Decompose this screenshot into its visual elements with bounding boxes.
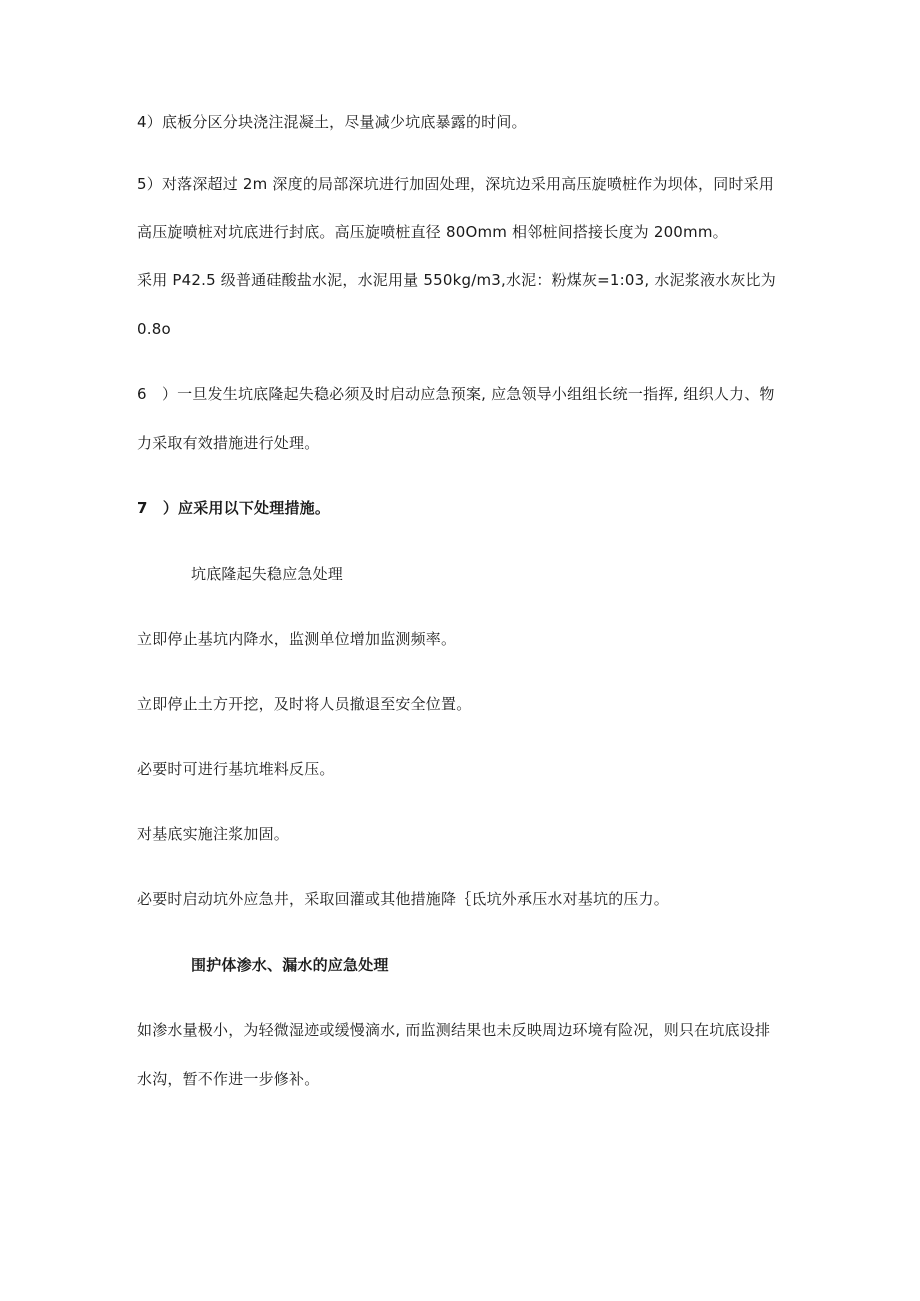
- cement-spec-line-1: 采用 P42.5 级普通硅酸盐水泥，水泥用量 550kg∕m3,水泥：粉煤灰=1:03, 水泥浆液水灰比为: [137, 271, 776, 289]
- section-heading-uplift: 坑底隆起失稳应急处理: [191, 565, 344, 583]
- paragraph-5-line-1: 5）对落深超过 2m 深度的局部深坑进行加固处理，深坑边采用高压旋喷桩作为坝体，同时采用: [137, 175, 775, 193]
- measure-item-2: 立即停止土方开挖，及时将人员撤退至安全位置。: [137, 695, 472, 713]
- paragraph-6-line-2: 力采取有效措施进行处理。: [137, 434, 320, 452]
- cement-spec-line-2: 0.8o: [137, 320, 171, 338]
- measure-item-1: 立即停止基坑内降水，监测单位增加监测频率。: [137, 630, 457, 648]
- seepage-paragraph-line-1: 如渗水量极小，为轻微湿迹或缓慢滴水, 而监测结果也未反映周边环境有险况，则只在坑底设排: [137, 1021, 771, 1039]
- measure-item-4: 对基底实施注浆加固。: [137, 825, 290, 843]
- seepage-paragraph-line-2: 水沟，暂不作进一步修补。: [137, 1070, 320, 1088]
- section-heading-seepage: 围护体渗水、漏水的应急处理: [191, 956, 389, 974]
- paragraph-5-line-2: 高压旋喷桩对坑底进行封底。高压旋喷桩直径 80Omm 相邻桩间搭接长度为 200mm。: [137, 223, 728, 241]
- measure-item-5: 必要时启动坑外应急井，采取回灌或其他措施降｛氐坑外承压水对基坑的压力。: [137, 890, 670, 908]
- measure-item-3: 必要时可进行基坑堆料反压。: [137, 760, 335, 778]
- paragraph-4: 4）底板分区分块浇注混凝土，尽量减少坑底暴露的时间。: [137, 113, 527, 131]
- paragraph-6-line-1: 6 ）一旦发生坑底隆起失稳必须及时启动应急预案, 应急领导小组组长统一指挥, 组织人力、物: [137, 385, 775, 403]
- paragraph-7-heading: 7 ）应采用以下处理措施。: [137, 499, 331, 517]
